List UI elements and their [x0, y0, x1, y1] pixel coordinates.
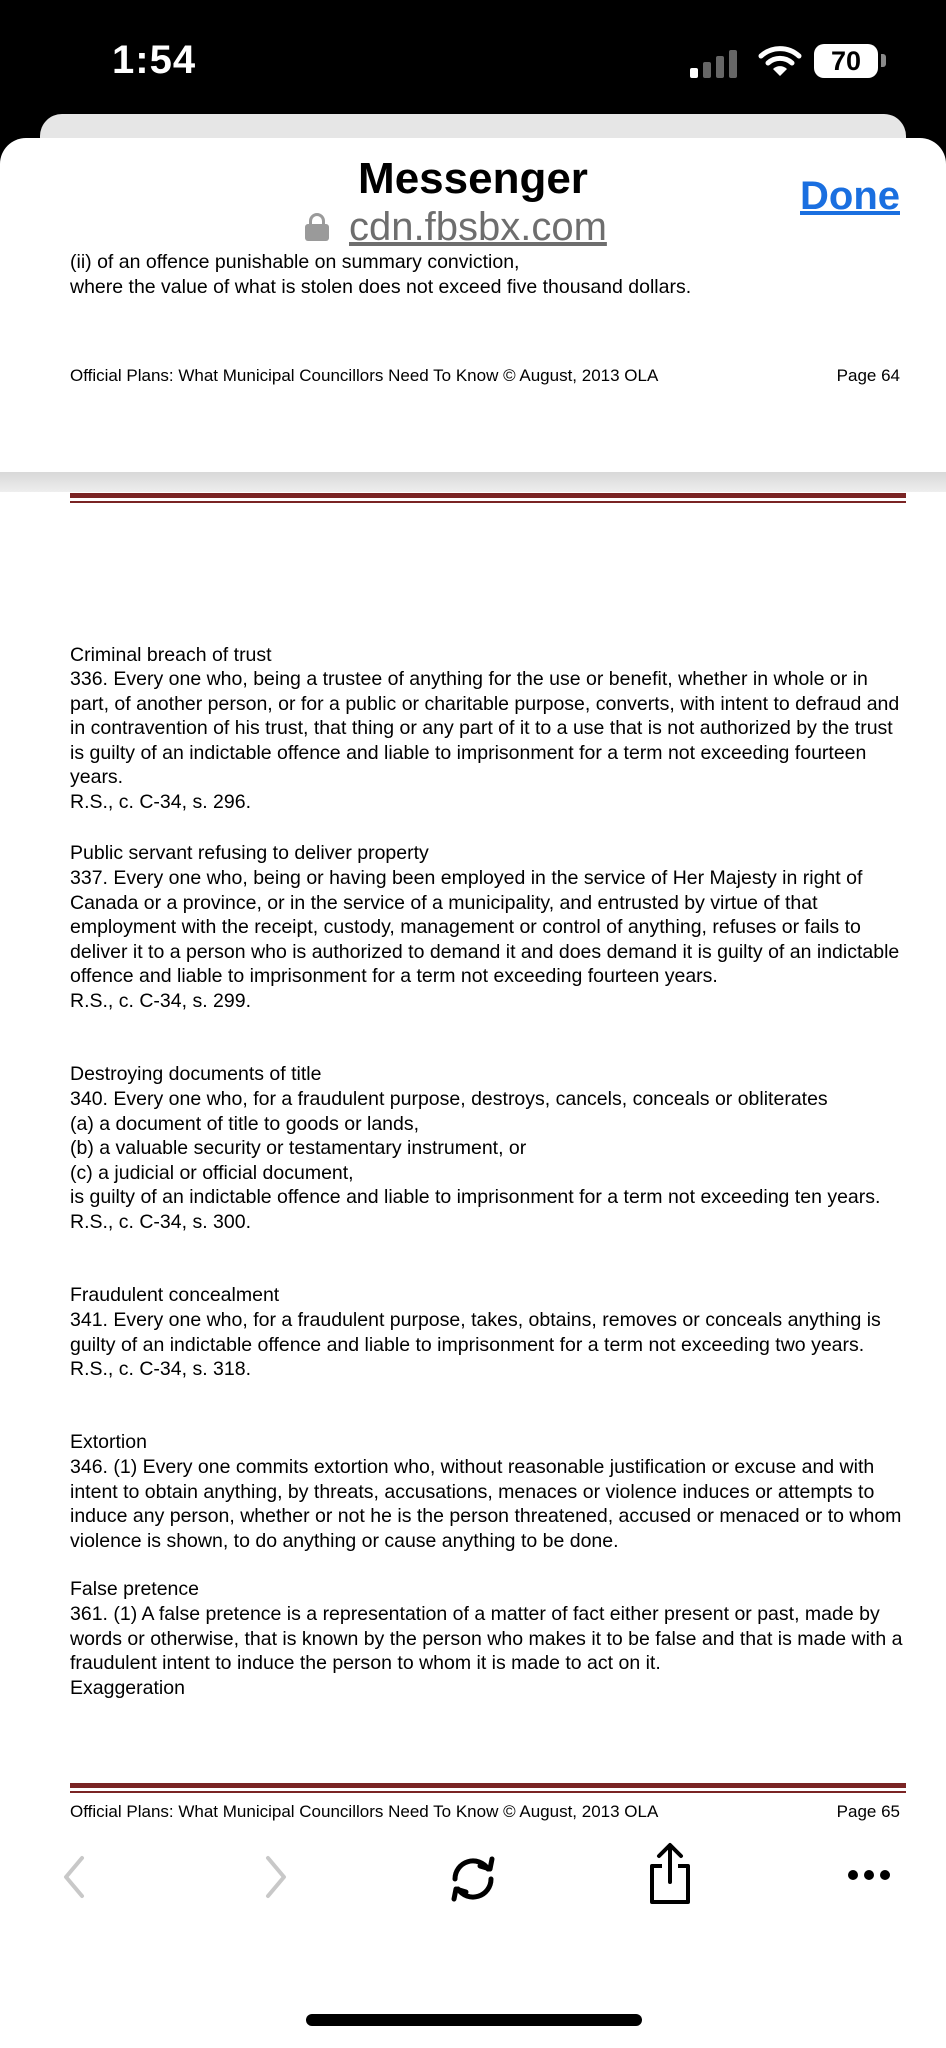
home-indicator[interactable]: [306, 2014, 642, 2026]
section-heading: Criminal breach of trust: [70, 644, 272, 666]
more-icon[interactable]: [846, 1868, 892, 1882]
section-body: 336. Every one who, being a trustee of anything for the use or benefit, whether in whole or in part, of another person, or for a public or charitable purpose, converts, with intent to defraud and in contravention of his trust, that thing or any part of it to a use that is not authorized by the trust is guilty of an indictable offence and liable to imprisonment for a term not exceeding fourteen years. R.S., c. C-34, s. 296.: [70, 668, 900, 813]
footer-rule-thin: [70, 1791, 906, 1793]
done-button[interactable]: Done: [800, 174, 900, 218]
section-body: 361. (1) A false pretence is a representation of a matter of fact either present or past, made by words or otherwise, that is known by the person who makes it to be false and that is made with a fraudulent intent to induce the person to whom it is made to act on it. Exaggeration: [70, 1603, 903, 1699]
section-heading: Fraudulent concealment: [70, 1284, 280, 1306]
browser-toolbar: [0, 1830, 946, 1930]
pdf-document[interactable]: [0, 250, 946, 1930]
top-fragment: (ii) of an offence punishable on summary conviction, where the value of what is stolen does not exceed five thousand dollars.: [70, 251, 692, 298]
battery-icon: 70: [814, 44, 878, 78]
footer-rule: [70, 1783, 906, 1788]
page-separator: [0, 472, 946, 492]
cellular-signal-icon: [690, 48, 738, 78]
section-heading: Destroying documents of title: [70, 1063, 322, 1085]
section-body: 346. (1) Every one commits extortion who, without reasonable justification or excuse and with intent to obtain anything, by threats, accusations, menaces or violence induces or attempts to induce any person, whether or not he is the person threatened, accused or menaced or to whom violence is shown, to do anything or cause anything to be done.: [70, 1456, 902, 1552]
footer-rule: [70, 493, 906, 498]
browser-title: Messenger: [358, 154, 588, 203]
status-time: 1:54: [112, 38, 197, 82]
browser-sheet: [0, 138, 946, 2048]
lock-icon: [305, 213, 329, 241]
battery-nub: [881, 54, 886, 67]
url-bar[interactable]: [305, 200, 607, 254]
page-number: Page 64: [836, 366, 900, 385]
section-body: 337. Every one who, being or having been employed in the service of Her Majesty in right of Canada or a province, or in the service of a municipality, and entrusted by virtue of that employment with the receipt, custody, management or control of anything, refuses or fails to deliver it to a person who is authorized to demand it and does demand it is guilty of an indictable offence and liable to imprisonment for a term not exceeding fourteen years. R.S., c. C-34, s. 299.: [70, 867, 900, 1012]
url-text[interactable]: cdn.fbsbx.com: [349, 204, 607, 249]
share-icon[interactable]: [646, 1842, 694, 1906]
section-heading: Public servant refusing to deliver property: [70, 842, 429, 864]
footer-text: Official Plans: What Municipal Councillors Need To Know © August, 2013 OLA: [70, 1802, 659, 1821]
section-body: 341. Every one who, for a fraudulent purpose, takes, obtains, removes or conceals anything is guilty of an indictable offence and liable to imprisonment for a term not exceeding two years. R.S., c. C-34, s. 318.: [70, 1309, 881, 1380]
section-heading: False pretence: [70, 1578, 199, 1600]
footer-rule-thin: [70, 501, 906, 503]
chevron-right-icon[interactable]: [262, 1852, 292, 1902]
chevron-left-icon[interactable]: [58, 1852, 88, 1902]
wifi-icon: [758, 44, 802, 78]
section-heading: Extortion: [70, 1431, 147, 1453]
section-body: 340. Every one who, for a fraudulent purpose, destroys, cancels, conceals or obliterates (a) a document of title to goods or lands, (b) a valuable security or testamentary instrument, or (c) a judicial or official document, is guilty of an indictable offence and liable to imprisonment for a term not exceeding ten years. R.S., c. C-34, s. 300.: [70, 1088, 881, 1233]
page-number: Page 65: [836, 1802, 900, 1821]
status-bar: [0, 0, 946, 120]
footer-text: Official Plans: What Municipal Councillors Need To Know © August, 2013 OLA: [70, 366, 659, 385]
reload-icon[interactable]: [446, 1852, 500, 1906]
